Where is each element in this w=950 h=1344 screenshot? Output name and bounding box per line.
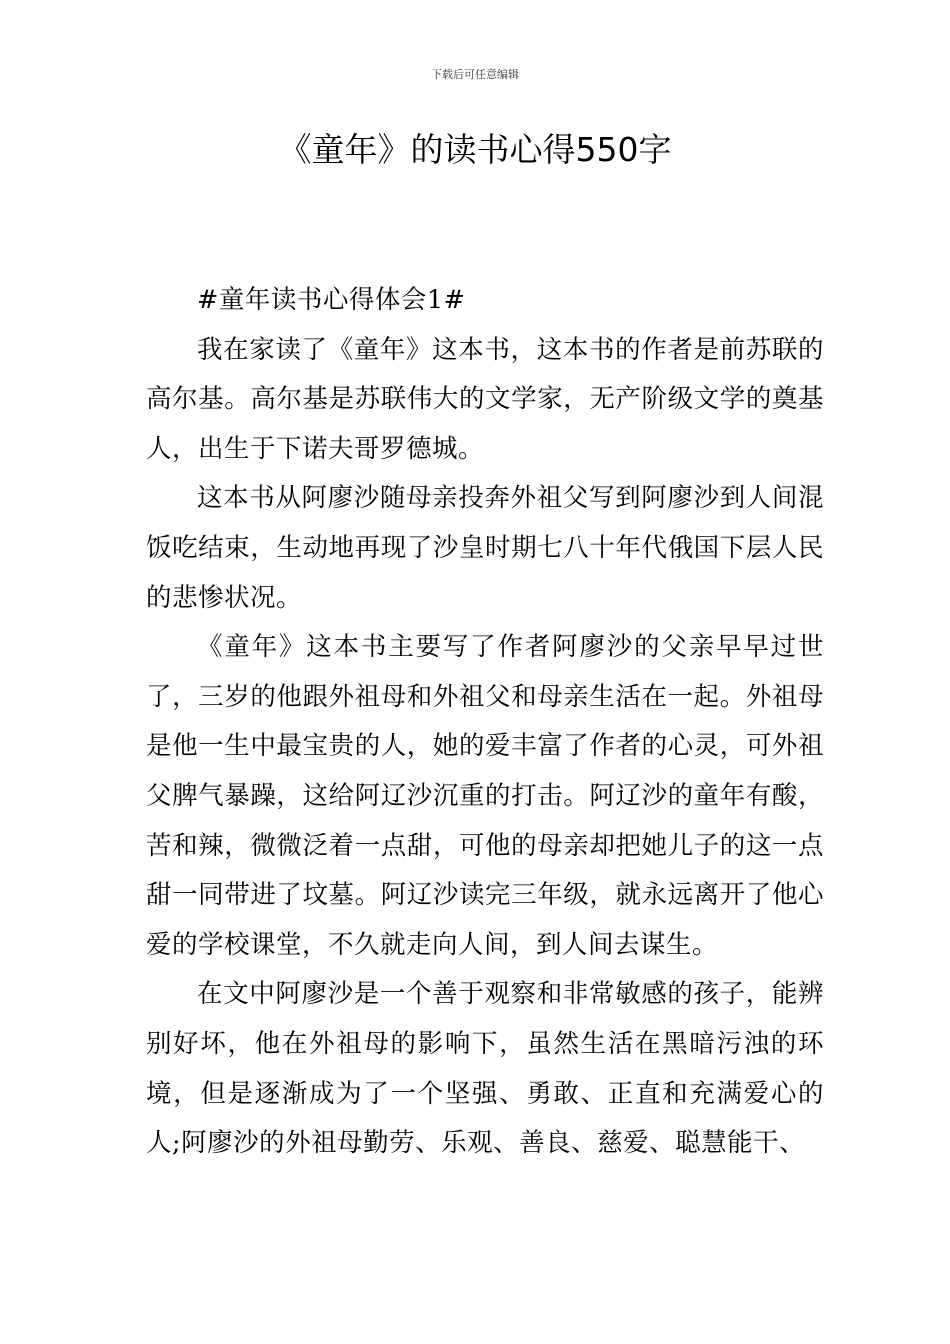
document-body — [146, 276, 824, 1169]
paragraph: 我在家读了《童年》这本书，这本书的作者是前苏联的高尔基。高尔基是苏联伟大的文学家，无产阶级文学的奠基人，出生于下诺夫哥罗德城。 — [146, 334, 824, 464]
header-note: 下载后可任意编辑 — [431, 68, 519, 81]
paragraph: 在文中阿廖沙是一个善于观察和非常敏感的孩子，能辨别好坏，他在外祖母的影响下，虽然生活在黑暗污浊的环境，但是逐渐成为了一个坚强、勇敢、正直和充满爱心的人;阿廖沙的外祖母勤劳、乐观、善良、慈爱、聪慧能干、 — [146, 979, 824, 1159]
paragraph: 这本书从阿廖沙随母亲投奔外祖父写到阿廖沙到人间混饭吃结束，生动地再现了沙皇时期七八十年代俄国下层人民的悲惨状况。 — [146, 483, 824, 613]
section-heading: #童年读书心得体会1# — [197, 285, 466, 315]
document-title: 《童年》的读书心得550字 — [278, 130, 672, 169]
paragraph: 《童年》这本书主要写了作者阿廖沙的父亲早早过世了，三岁的他跟外祖母和外祖父和母亲生活在一起。外祖母是他一生中最宝贵的人，她的爱丰富了作者的心灵，可外祖父脾气暴躁，这给阿辽沙沉重的打击。阿辽沙的童年有酸，苦和辣，微微泛着一点甜，可他的母亲却把她儿子的这一点甜一同带进了坟墓。阿辽沙读完三年级，就永远离开了他心爱的学校课堂，不久就走向人间，到人间去谋生。 — [146, 632, 824, 960]
